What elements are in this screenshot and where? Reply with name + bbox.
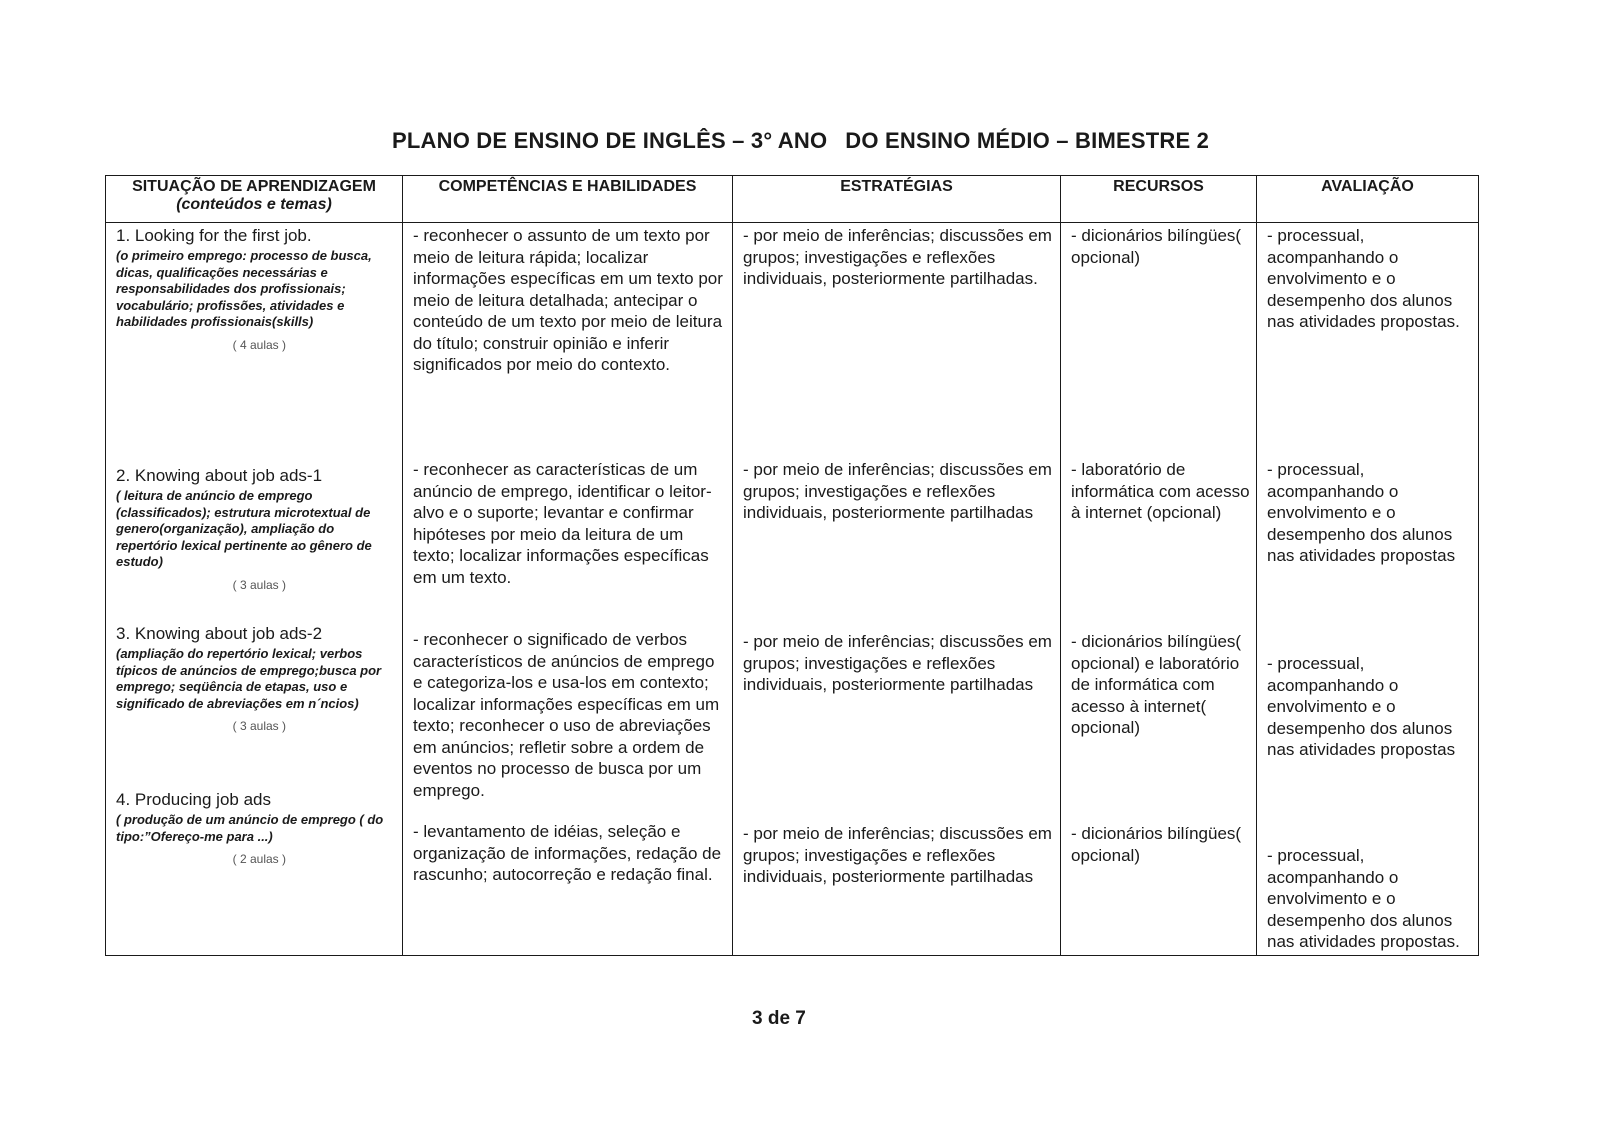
estrategias-cell: - por meio de inferências; discussões em grupos; investigações e reflexões individuais, posteriormente partilhadas. <box>743 226 1052 288</box>
header-avaliacao: AVALIAÇÃO <box>1257 176 1479 223</box>
situacao-title: 2. Knowing about job ads-1 <box>116 466 323 485</box>
column-recursos <box>1061 223 1257 956</box>
situacao-item-2 <box>116 465 396 596</box>
situacao-aulas: ( 2 aulas ) <box>232 852 286 866</box>
situacao-title: 3. Knowing about job ads-2 <box>116 624 323 643</box>
table-body-row <box>106 223 1479 956</box>
header-situacao <box>106 176 403 223</box>
document-title <box>392 128 1209 154</box>
competencias-cell: - reconhecer o assunto de um texto por meio de leitura rápida; localizar informações específicas em um texto por meio de leitura detalhada; antecipar o conteúdo de um texto por meio de leitura do título; construir opinião e inferir significados por meio do contexto. <box>413 226 723 374</box>
column-competencias <box>403 223 733 956</box>
competencias-cell: - reconhecer as características de um anúncio de emprego, identificar o leitor-alvo e o suporte; levantar e confirmar hipóteses por meio da leitura de um texto; localizar informações específicas em um texto. <box>413 460 712 587</box>
header-situacao-sub: (conteúdos e temas) <box>176 196 332 213</box>
situacao-item-1 <box>116 225 396 356</box>
recursos-cell: - laboratório de informática com acesso à internet (opcional) <box>1071 460 1250 522</box>
situacao-description: (o primeiro emprego: processo de busca, dicas, qualificações necessárias e responsabilidades dos profissionais; vocabulário; profissões, atividades e habilidades profissionais(skills) <box>116 248 372 329</box>
recursos-cell: - dicionários bilíngües( opcional) e laboratório de informática com acesso à internet( opcional) <box>1071 632 1242 737</box>
situacao-title: 1. Looking for the first job. <box>116 226 312 245</box>
estrategias-cell: - por meio de inferências; discussões em grupos; investigações e reflexões individuais, posteriormente partilhadas <box>743 824 1052 886</box>
estrategias-cell: - por meio de inferências; discussões em grupos; investigações e reflexões individuais, posteriormente partilhadas <box>743 632 1052 694</box>
avaliacao-cell: - processual, acompanhando o envolvimento e o desempenho dos alunos nas atividades propostas <box>1267 654 1456 759</box>
recursos-cell: - dicionários bilíngües( opcional) <box>1071 226 1242 267</box>
situacao-title: 4. Producing job ads <box>116 790 271 809</box>
title-part-1: PLANO DE ENSINO DE INGLÊS – 3° ANO <box>392 128 828 153</box>
situacao-item-3 <box>116 623 396 738</box>
teaching-plan-table <box>105 175 1479 956</box>
header-competencias: COMPETÊNCIAS E HABILIDADES <box>403 176 733 223</box>
header-situacao-label: SITUAÇÃO DE APRENDIZAGEM <box>132 178 376 195</box>
competencias-cell: - levantamento de idéias, seleção e organização de informações, redação de rascunho; autocorreção e redação final. <box>413 822 722 884</box>
avaliacao-cell: - processual, acompanhando o envolvimento e o desempenho dos alunos nas atividades propostas. <box>1267 226 1460 331</box>
title-part-2: DO ENSINO MÉDIO – BIMESTRE 2 <box>845 128 1210 153</box>
column-estrategias <box>733 223 1061 956</box>
page-number: 3 de 7 <box>752 1008 806 1029</box>
table-header-row <box>106 176 1479 223</box>
column-situacao <box>106 223 403 956</box>
header-recursos: RECURSOS <box>1061 176 1257 223</box>
situacao-aulas: ( 4 aulas ) <box>232 337 286 352</box>
situacao-aulas: ( 3 aulas ) <box>232 719 286 733</box>
estrategias-cell: - por meio de inferências; discussões em grupos; investigações e reflexões individuais, posteriormente partilhadas <box>743 460 1052 522</box>
header-estrategias: ESTRATÉGIAS <box>733 176 1061 223</box>
avaliacao-cell: - processual, acompanhando o envolvimento e o desempenho dos alunos nas atividades propostas. <box>1267 846 1460 951</box>
competencias-cell: - reconhecer o significado de verbos característicos de anúncios de emprego e categoriza-los e usa-los em contexto; localizar informações específicas em um texto; reconhecer o uso de abreviações em anúncios; refletir sobre a ordem de eventos no processo de busca por um emprego. <box>413 630 720 800</box>
column-avaliacao <box>1257 223 1479 956</box>
situacao-item-4 <box>116 789 396 871</box>
situacao-description: (ampliação do repertório lexical; verbos típicos de anúncios de emprego;busca por emprego; seqüência de etapas, uso e significado de abreviações em n´ncios) <box>116 646 382 711</box>
situacao-aulas: ( 3 aulas ) <box>232 577 286 592</box>
situacao-description: ( produção de um anúncio de emprego ( do tipo:”Ofereço-me para ...) <box>116 812 384 844</box>
avaliacao-cell: - processual, acompanhando o envolvimento e o desempenho dos alunos nas atividades propostas <box>1267 460 1456 565</box>
recursos-cell: - dicionários bilíngües( opcional) <box>1071 824 1242 865</box>
situacao-description: ( leitura de anúncio de emprego (classificados); estrutura microtextual de genero(organização), ampliação do repertório lexical pertinente ao gênero de estudo) <box>116 488 372 569</box>
